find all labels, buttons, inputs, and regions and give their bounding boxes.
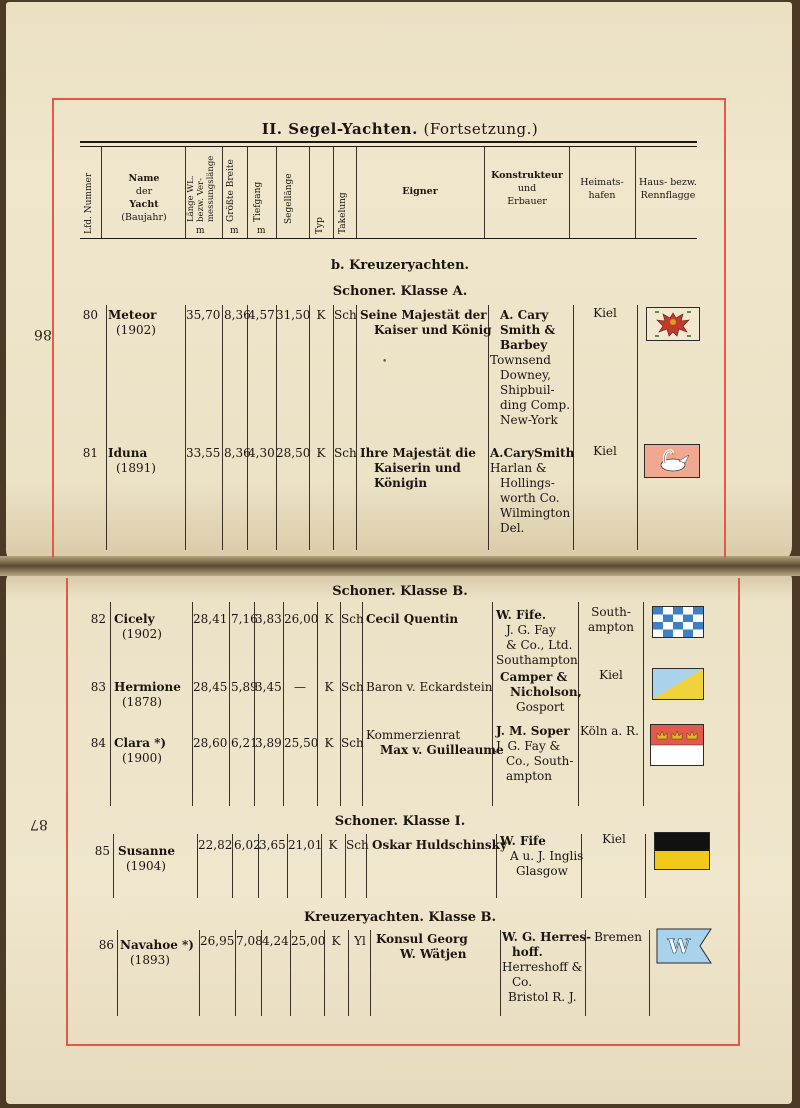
row-eigner-line: Ihre Majestät die: [360, 446, 476, 460]
row-hafen: Bremen: [594, 930, 642, 944]
header-sep: [276, 147, 277, 238]
row-laenge: 26,95: [200, 934, 235, 948]
row-typ: K: [324, 612, 334, 626]
header-rule: [80, 238, 697, 239]
row-typ: K: [331, 934, 341, 948]
flag-pennant-icon: [656, 928, 712, 964]
row-tiefgang: 3,89: [255, 736, 282, 750]
row-takel: Sch: [341, 736, 364, 750]
row-konstrukteur: [496, 670, 582, 715]
flag-eagle-icon: [646, 307, 700, 341]
row-eigner-line: Seine Majestät der: [360, 308, 487, 322]
row-year: (1878): [122, 695, 162, 709]
col-line: [229, 602, 230, 806]
row-konstrukteur-line: Nicholson,: [510, 685, 582, 699]
row-konstrukteur-line: hoff.: [512, 945, 543, 959]
row-year: (1891): [116, 461, 156, 475]
col-line: [317, 602, 318, 806]
row-typ: K: [328, 838, 338, 852]
row-name: Clara *): [114, 736, 167, 750]
section-schoner-i: Schoner. Klasse I.: [334, 814, 466, 829]
row-hafen: Kiel: [593, 444, 617, 458]
row-hafen: [580, 605, 642, 635]
row-takel: Yl: [354, 934, 366, 948]
row-segel: 26,00: [284, 612, 319, 626]
row-konstrukteur-line: J. G. Fay: [506, 623, 556, 637]
row-typ: K: [324, 680, 334, 694]
row-konstrukteur-line: W. G. Herres-: [502, 930, 592, 944]
row-breite: 8,36: [224, 308, 251, 322]
row-konstrukteur-line: New-York: [500, 413, 558, 427]
row-konstrukteur-line: A.CarySmith: [490, 446, 575, 460]
flag-black-yellow-icon: [654, 832, 710, 870]
row-eigner-line: Konsul Georg: [376, 932, 468, 946]
col-line: [276, 305, 277, 550]
section-schoner-b: Schoner. Klasse B.: [332, 584, 468, 599]
title-main: II. Segel-Yachten.: [261, 120, 418, 138]
row-konstrukteur-line: Herreshoff &: [502, 960, 583, 974]
header-konstrukteur-3: Erbauer: [507, 196, 547, 207]
row-konstrukteur: [500, 834, 583, 879]
col-line: [117, 930, 118, 1016]
row-typ: K: [316, 446, 326, 460]
col-line: [247, 305, 248, 550]
row-nr: 86: [98, 938, 114, 952]
header-flagge: [637, 176, 699, 202]
header-nummer: Lfd. Nummer: [84, 172, 94, 234]
header-name-1: Name: [128, 173, 160, 184]
row-konstrukteur-line: W. Fife: [500, 834, 546, 848]
col-line: [637, 305, 638, 550]
row-name: Cicely: [114, 612, 155, 626]
header-heimatshafen: [571, 176, 633, 202]
row-konstrukteur-line: Smith &: [500, 323, 556, 337]
header-sep: [356, 147, 357, 238]
col-line: [356, 305, 357, 550]
header-name-3: Yacht: [129, 199, 159, 210]
row-name: Navahoe *): [120, 938, 194, 952]
row-konstrukteur-line: J. G. Fay &: [496, 739, 561, 753]
row-tiefgang: 4,24: [262, 934, 289, 948]
row-takel: Sch: [334, 446, 357, 460]
row-eigner-line: W. Wätjen: [400, 947, 467, 961]
row-hafen: Köln a. R.: [580, 724, 639, 738]
row-konstrukteur-line: Wilmington: [500, 506, 571, 520]
section-kreuzer: b. Kreuzeryachten.: [330, 258, 470, 273]
row-typ: K: [324, 736, 334, 750]
header-sep: [247, 147, 248, 238]
ink-dot: •: [382, 357, 388, 367]
header-heimatshafen-1: Heimats-: [580, 177, 624, 188]
header-eigner: Eigner: [402, 186, 438, 197]
row-konstrukteur-line: Shipbuil-: [500, 383, 555, 397]
row-laenge: 28,45: [193, 680, 228, 694]
row-segel: 25,00: [291, 934, 326, 948]
row-typ: K: [316, 308, 326, 322]
row-laenge: 28,60: [193, 736, 228, 750]
row-breite: 6,02: [234, 838, 261, 852]
row-eigner: [366, 728, 504, 758]
header-sep: [569, 147, 570, 238]
row-eigner: Oskar Huldschinsky: [372, 838, 507, 852]
title-rule: [80, 141, 697, 143]
row-eigner-line: Max v. Guilleaume: [380, 743, 504, 757]
row-laenge: 35,70: [186, 308, 221, 322]
header-sep: [222, 147, 223, 238]
row-konstrukteur-line: Co.: [512, 975, 533, 989]
row-takel: Sch: [341, 612, 364, 626]
header-konstrukteur: [486, 169, 568, 208]
row-konstrukteur-line: ampton: [506, 769, 552, 783]
row-breite: 5,89: [231, 680, 258, 694]
header-konstrukteur-1: Konstrukteur: [491, 170, 563, 181]
row-nr: 84: [90, 736, 106, 750]
page-number-bottom: 87: [30, 816, 48, 832]
row-laenge: 22,82: [198, 838, 233, 852]
row-hafen-line: ampton: [588, 620, 634, 634]
row-breite: 7,08: [236, 934, 263, 948]
header-name-4: (Baujahr): [121, 212, 167, 223]
flag-swan-icon: [644, 444, 700, 478]
row-nr: 85: [94, 844, 110, 858]
header-flagge-1: Haus- bezw.: [639, 177, 697, 188]
row-konstrukteur: [490, 308, 570, 428]
row-konstrukteur-line: Barbey: [500, 338, 548, 352]
row-konstrukteur-line: W. Fife.: [496, 608, 547, 622]
row-konstrukteur-line: worth Co.: [500, 491, 560, 505]
row-breite: 6,21: [231, 736, 258, 750]
header-laenge-2: bezw. Ver-: [196, 178, 206, 222]
header-breite: Größte Breite: [226, 159, 236, 222]
col-line: [340, 602, 341, 806]
header-sep: [333, 147, 334, 238]
row-eigner: [360, 308, 492, 338]
row-konstrukteur-line: Downey,: [500, 368, 551, 382]
row-konstrukteur-line: Hollings-: [500, 476, 555, 490]
row-konstrukteur: [502, 930, 591, 1005]
col-line: [500, 930, 501, 1016]
row-year: (1904): [126, 859, 166, 873]
row-konstrukteur-line: Camper &: [500, 670, 568, 684]
row-takel: Sch: [341, 680, 364, 694]
col-line: [649, 930, 650, 1016]
row-konstrukteur-line: Del.: [500, 521, 525, 535]
header-sep: [101, 147, 102, 238]
row-tiefgang: 4,57: [248, 308, 275, 322]
row-eigner-line: Kommerzienrat: [366, 728, 461, 742]
row-konstrukteur-line: Bristol R. J.: [508, 990, 577, 1004]
row-segel: 31,50: [276, 308, 311, 322]
section-schoner-a: Schoner. Klasse A.: [332, 284, 468, 299]
header-laenge: [186, 156, 216, 222]
row-hafen: Kiel: [602, 832, 626, 846]
row-konstrukteur-line: Gosport: [516, 700, 565, 714]
col-line: [192, 602, 193, 806]
row-konstrukteur-line: Harlan &: [490, 461, 547, 475]
red-frame-bottom: [66, 578, 740, 1046]
header-takelung: Takelung: [338, 192, 348, 234]
header-name-2: der: [135, 186, 153, 197]
row-eigner-line: Kaiser und König: [374, 323, 492, 337]
section-kreuzer-b: Kreuzeryachten. Klasse B.: [303, 910, 497, 925]
row-eigner: [376, 932, 468, 962]
col-line: [110, 602, 111, 806]
row-name: Meteor: [108, 308, 157, 322]
row-tiefgang: 3,83: [255, 612, 282, 626]
col-line: [333, 305, 334, 550]
row-eigner: Cecil Quentin: [366, 612, 459, 626]
row-year: (1900): [122, 751, 162, 765]
unit-m-tiefgang: m: [257, 226, 266, 236]
header-heimatshafen-2: hafen: [588, 190, 616, 201]
row-eigner-line: Königin: [374, 476, 428, 490]
row-konstrukteur-line: & Co., Ltd.: [506, 638, 573, 652]
header-konstrukteur-2: und: [517, 183, 537, 194]
header-laenge-3: messungslänge: [206, 155, 216, 222]
header-typ: Typ: [315, 217, 325, 234]
col-line: [222, 305, 223, 550]
row-konstrukteur: [490, 446, 574, 536]
row-eigner: Baron v. Eckardstein: [366, 680, 493, 694]
row-eigner: [360, 446, 476, 491]
row-year: (1902): [122, 627, 162, 641]
row-segel: 25,50: [284, 736, 319, 750]
col-line: [309, 305, 310, 550]
row-hafen-line: South-: [591, 605, 631, 619]
row-nr: 80: [82, 308, 98, 322]
col-line: [113, 834, 114, 898]
row-konstrukteur-line: A u. J. Inglis: [510, 849, 584, 863]
row-name: Susanne: [118, 844, 176, 858]
row-tiefgang: 3,65: [259, 838, 286, 852]
row-konstrukteur-line: A. Cary: [500, 308, 549, 322]
page-number-top: 86: [34, 326, 52, 342]
row-year: (1902): [116, 323, 156, 337]
row-segel: 21,01: [288, 838, 323, 852]
col-line: [643, 602, 644, 806]
header-sep: [309, 147, 310, 238]
header-laenge-1: Länge WL.: [186, 175, 196, 222]
row-takel: Sch: [346, 838, 369, 852]
header-sep: [635, 147, 636, 238]
col-line: [283, 602, 284, 806]
col-line: [254, 602, 255, 806]
pennant-letter: W: [667, 934, 691, 958]
title-rule-2: [80, 146, 697, 147]
row-laenge: 33,55: [186, 446, 221, 460]
row-segel: 28,50: [276, 446, 311, 460]
page-title: [0, 120, 800, 138]
col-line: [185, 305, 186, 550]
row-takel: Sch: [334, 308, 357, 322]
row-nr: 83: [90, 680, 106, 694]
row-konstrukteur-line: Townsend: [490, 353, 551, 367]
row-year: (1893): [130, 953, 170, 967]
flag-checker-icon: [652, 606, 704, 638]
row-konstrukteur-line: ding Comp.: [500, 398, 571, 412]
title-sub: (Fortsetzung.): [423, 120, 539, 138]
row-konstrukteur-line: Glasgow: [516, 864, 568, 878]
flag-diagonal-icon: [652, 668, 704, 700]
row-konstrukteur-line: Southampton: [496, 653, 578, 667]
unit-m-laenge: m: [196, 226, 205, 236]
row-tiefgang: 4,30: [248, 446, 275, 460]
row-hafen: Kiel: [593, 306, 617, 320]
row-konstrukteur-line: J. M. Soper: [496, 724, 570, 738]
col-line: [362, 602, 363, 806]
row-konstrukteur: [496, 724, 573, 784]
row-tiefgang: 3,45: [255, 680, 282, 694]
col-line: [488, 305, 489, 550]
header-name: [104, 172, 184, 224]
flag-crowns-icon: [650, 724, 704, 766]
row-konstrukteur: [496, 608, 578, 668]
row-hafen: Kiel: [599, 668, 623, 682]
row-nr: 82: [90, 612, 106, 626]
header-sep: [484, 147, 485, 238]
header-segellaenge: Segellänge: [284, 173, 294, 224]
col-line: [106, 305, 107, 550]
col-line: [645, 834, 646, 898]
col-line: [492, 602, 493, 806]
unit-m-breite: m: [230, 226, 239, 236]
header-flagge-2: Rennflagge: [640, 190, 696, 201]
book-gutter: [0, 556, 800, 576]
row-nr: 81: [82, 446, 98, 460]
row-breite: 7,16: [231, 612, 258, 626]
row-name: Iduna: [108, 446, 148, 460]
row-breite: 8,36: [224, 446, 251, 460]
row-segel: —: [294, 680, 306, 694]
row-laenge: 28,41: [193, 612, 228, 626]
row-eigner-line: Kaiserin und: [374, 461, 461, 475]
row-konstrukteur-line: Co., South-: [506, 754, 574, 768]
row-name: Hermione: [114, 680, 181, 694]
header-tiefgang: Tiefgang: [253, 181, 263, 222]
